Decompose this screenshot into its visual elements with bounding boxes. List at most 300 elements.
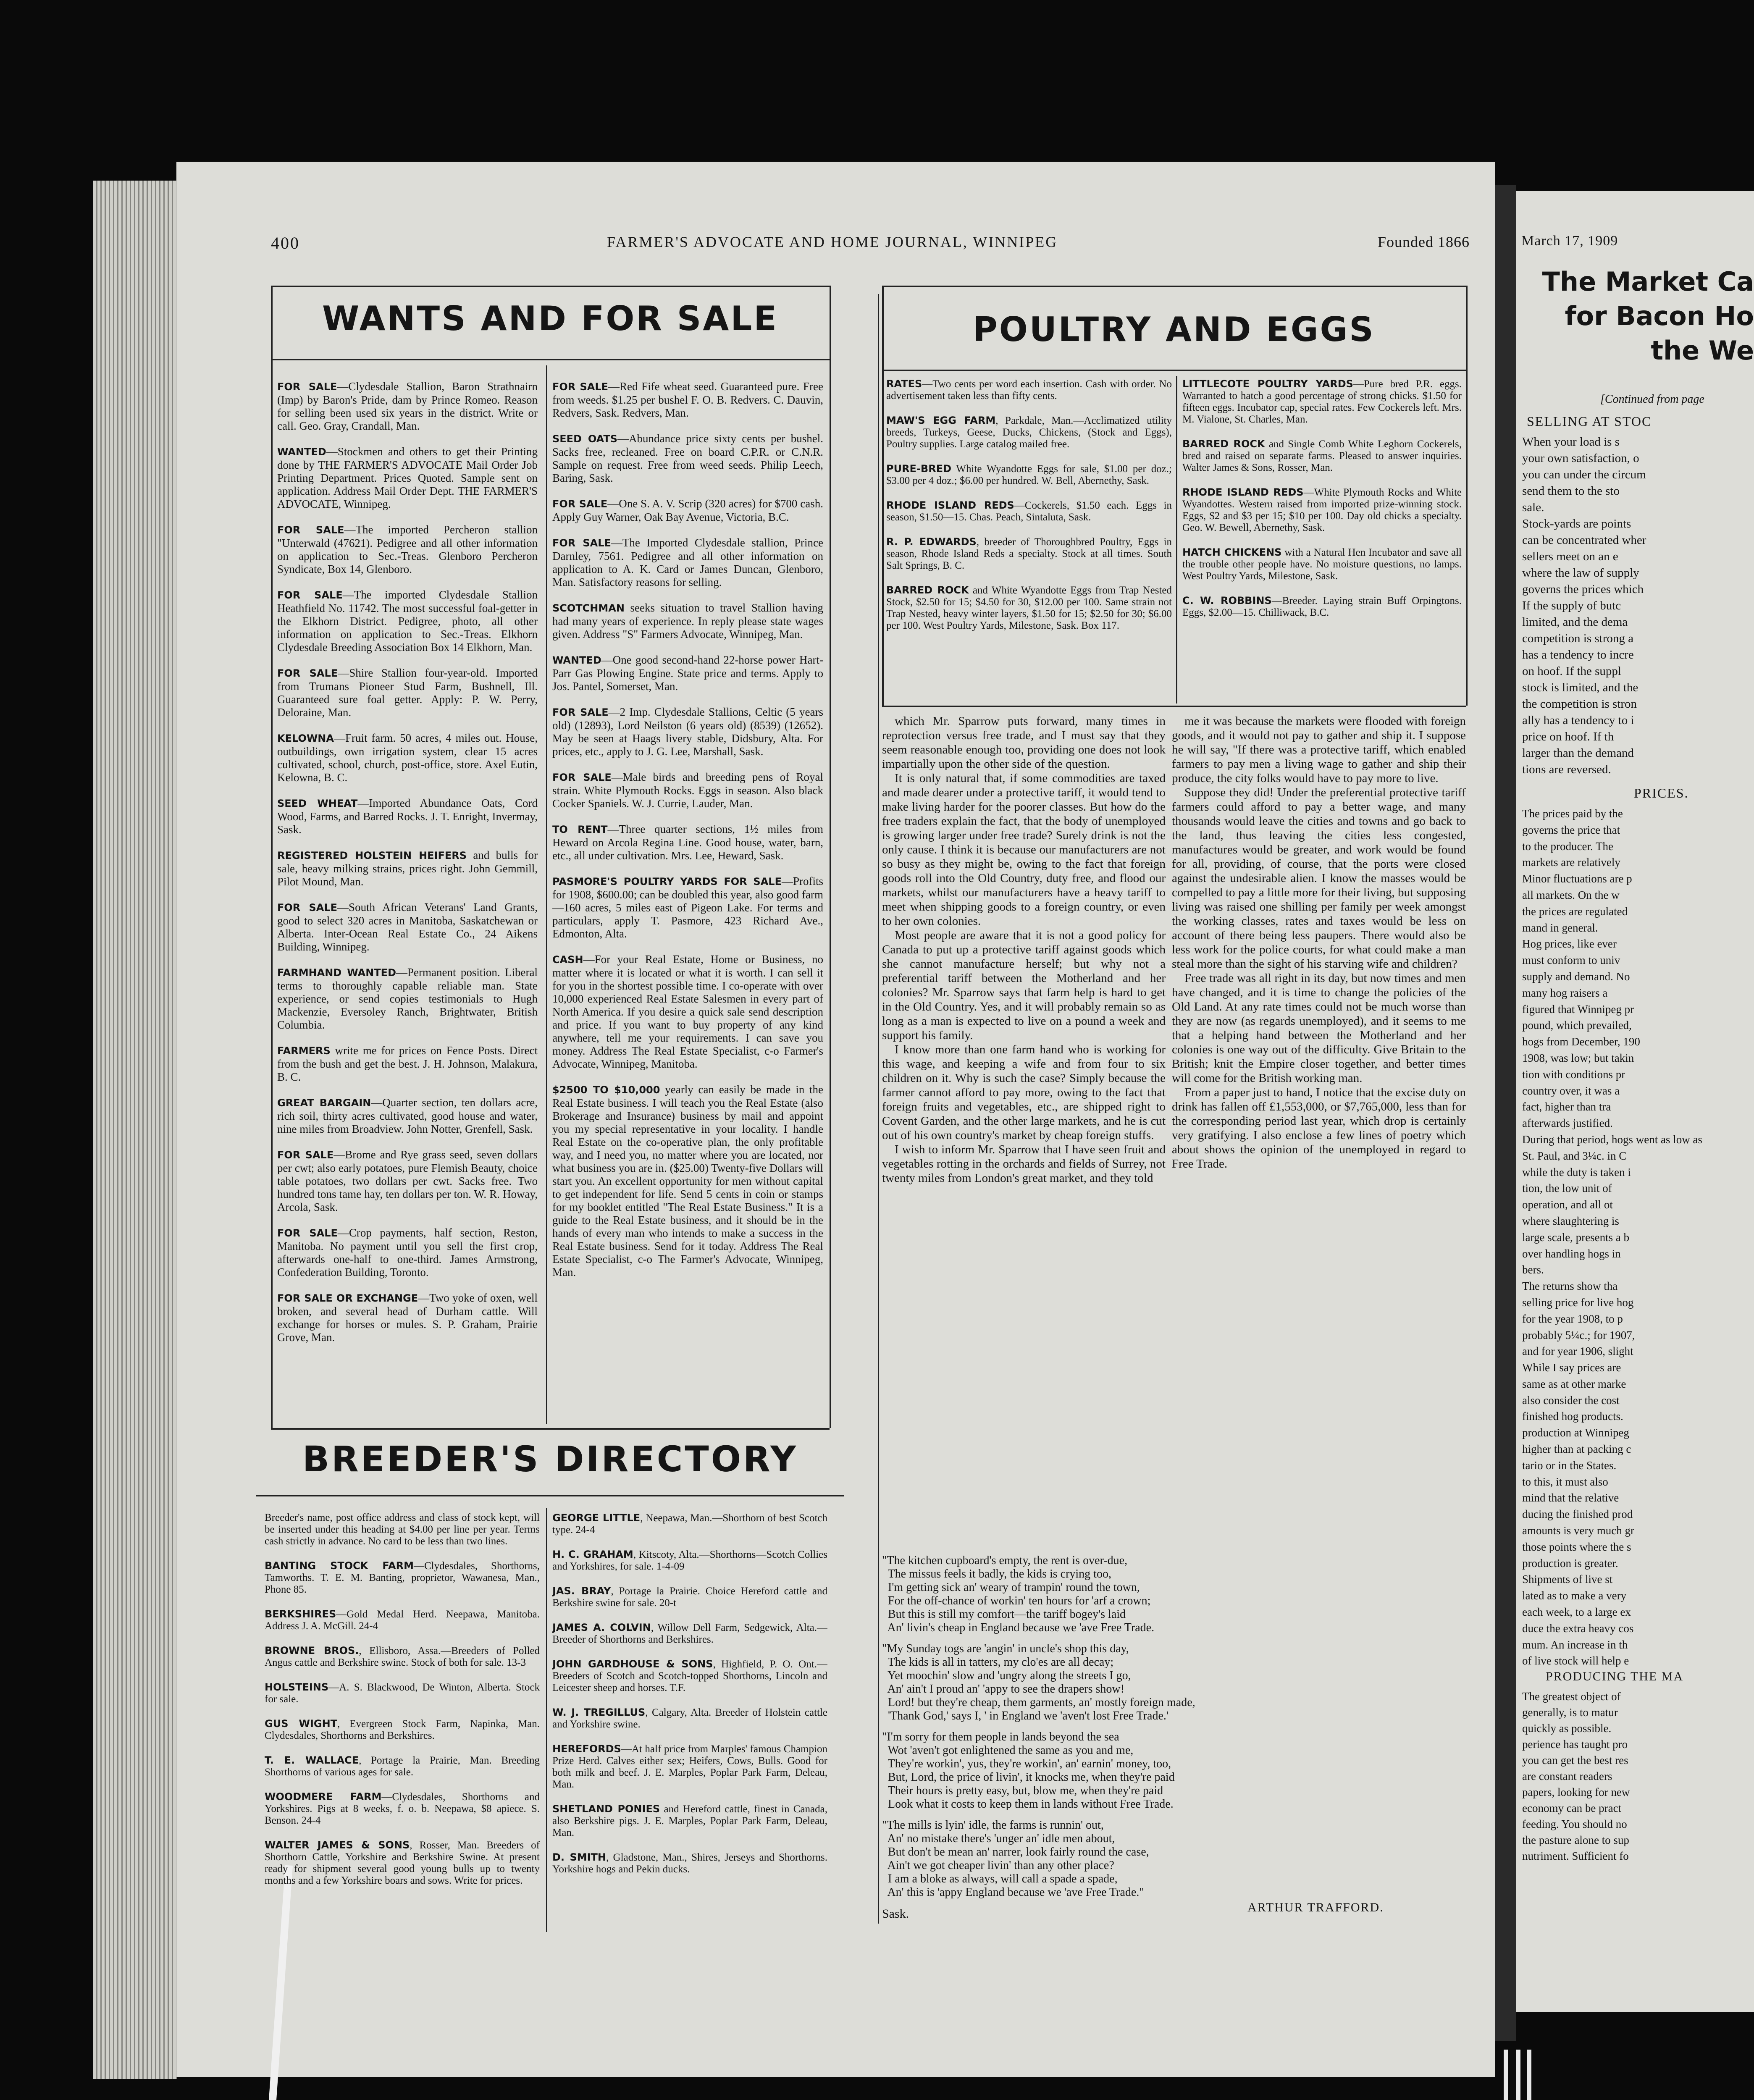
classified-ad: [265, 1839, 540, 1887]
letter-paragraph: Suppose they did! Under the preferential protective tariff farmers could afford to pay a better wage, and many thousands would leave the cities and towns and go back to the land, thus leaving the cities less congested, manufactures would be greater, and work would be found for all, providing, of course, that the ports were closed against the undesirable alien. I know the masses would be compelled to pay a little more for their living, but supposing living was raised one shilling per family per week amongst the working classes, rates and taxes would be less on account of there being less paupers. There would also be less work for the police courts, for what could make a man steal more than the sight of his starving wife and children?: [1172, 786, 1466, 971]
classified-ad: [265, 1608, 540, 1632]
letter-column-2: [1172, 714, 1466, 1550]
text-line: During that period, hogs went as low as: [1522, 1133, 1702, 1146]
classified-ad: [886, 378, 1172, 402]
text-line: production is greater.: [1522, 1557, 1618, 1570]
letter-paragraph: I know more than one farm hand who is working for this wage, and keeping a wife and from four to six children on it. Why is such the case? Simply because the farmer cannot afford to pay more, owing to the fact that foreign fruits and vegetables, etc., are shipped right to Covent Garden, and the other large markets, and he is cut out of his own country's market by cheap foreign stuffs.: [882, 1043, 1166, 1142]
ad-text: , Neepawa, Man.—Shorthorn of best Scotch type. 24-4: [552, 1512, 827, 1536]
ad-title: GEORGE LITTLE: [552, 1512, 641, 1524]
frame-right: [830, 286, 831, 1428]
ad-text: —Permanent position. Liberal terms to thoroughly capable reliable man. State experience, or send copies testimonials to Hugh Mackenzie, Eversoley Ranch, Brightwater, British Columbia.: [277, 966, 538, 1031]
text-line: stock is limited, and the: [1522, 681, 1638, 694]
ad-text: —Pure bred P.R. eggs. Warranted to hatch a good percentage of strong chicks. $1.50 for fifteen eggs. Incubator cap, special rates. Few Cockerels left. Mrs. M. Vialone, St. Charles, Man.: [1182, 378, 1462, 425]
ad-title: WALTER JAMES & SONS: [265, 1839, 410, 1851]
binding-clip: [1527, 2050, 1531, 2100]
classified-ad: [552, 1803, 827, 1839]
text-line: governs the prices which: [1522, 583, 1644, 596]
ad-text: —Cockerels, $1.50 each. Eggs in season, $1.50—15. Chas. Peach, Sintaluta, Sask.: [886, 500, 1172, 523]
wants-heading-rule: [271, 359, 830, 360]
text-line: Hog prices, like ever: [1522, 937, 1617, 950]
ad-title: HEREFORDS: [552, 1743, 621, 1755]
right-column-text-3: [1522, 1688, 1754, 1864]
subheading-selling: SELLING AT STOC: [1527, 414, 1652, 429]
text-line: your own satisfaction, o: [1522, 452, 1639, 465]
text-line: bers.: [1522, 1263, 1544, 1276]
ad-title: WANTED: [277, 446, 326, 458]
ad-title: T. E. WALLACE: [265, 1754, 359, 1766]
ad-title: FOR SALE: [277, 381, 337, 393]
classified-ad: [552, 1083, 823, 1279]
ad-title: PASMORE'S POULTRY YARDS FOR SALE: [552, 876, 782, 887]
text-line: St. Paul, and 3¼c. in C: [1522, 1149, 1627, 1162]
ad-title: KELOWNA: [277, 732, 334, 744]
ad-title: JAMES A. COLVIN: [552, 1622, 651, 1633]
classified-ad: [277, 797, 538, 836]
classified-ad: [886, 536, 1172, 572]
wants-column-2: [552, 380, 823, 1422]
ad-title: RATES: [886, 378, 922, 390]
classified-ad: [1182, 438, 1462, 474]
ad-title: FOR SALE OR EXCHANGE: [277, 1292, 418, 1304]
letter-column-1: [882, 714, 1166, 1550]
wants-heading: WANTS AND FOR SALE: [322, 299, 778, 338]
ad-title: HATCH CHICKENS: [1182, 546, 1282, 558]
classified-ad: [552, 706, 823, 758]
classified-ad: [552, 1851, 827, 1875]
ad-text: write me for prices on Fence Posts. Direct from the bush and get the best. J. H. Johnson, Malakura, B. C.: [277, 1044, 538, 1083]
ad-title: SEED WHEAT: [277, 798, 358, 809]
ad-text: —Crop payments, half section, Reston, Manitoba. No payment until you sell the first crop, afterwards one-half to one-third. James Armstrong, Confederation Building, Toronto.: [277, 1226, 538, 1278]
ad-text: and Single Comb White Leghorn Cockerels, bred and raised on separate farms. Pleased to answer inquiries. Walter James & Sons, Rosser, Man.: [1182, 438, 1462, 473]
classified-ad: [277, 732, 538, 784]
ad-title: FOR SALE: [552, 498, 608, 510]
letter-paragraph: which Mr. Sparrow puts forward, many times in reprotection versus free trade, and I must say that they seem reasonable enough too, providing one does not look impartially upon the other side of the question.: [882, 714, 1166, 771]
top-rule-left: [271, 286, 830, 287]
classified-ad: [265, 1560, 540, 1596]
ad-text: —Breeder. Laying strain Buff Orpingtons. Eggs, $2.00—15. Chilliwack, B.C.: [1182, 595, 1462, 618]
wants-bottom-rule: [271, 1428, 830, 1430]
text-line: higher than at packing c: [1522, 1443, 1631, 1456]
ad-text: with a Natural Hen Incubator and save all the trouble other people have. No moisture questions, no lamps. West Poultry Yards, Milestone, Sask.: [1182, 547, 1462, 582]
classified-ad: [277, 445, 538, 511]
ad-title: FARMERS: [277, 1045, 331, 1057]
text-line: While I say prices are: [1522, 1361, 1621, 1374]
ad-title: BANTING STOCK FARM: [265, 1560, 414, 1572]
ad-title: JAS. BRAY: [552, 1585, 611, 1597]
letter-paragraph: Free trade was all right in its day, but now times and men have changed, and it is time to change the policies of the Old Land. At any rate times could not be much worse than they are now (as regards unemployed), and it seems to me that a helping hand between the Motherland and her colonies is one way out of the difficulty. Give Britain to the British; knit the Empire closer together, and better times will come for the British working man.: [1172, 971, 1466, 1085]
classified-ad: [277, 1292, 538, 1344]
text-line: 1908, was low; but takin: [1522, 1051, 1634, 1064]
ad-title: BROWNE BROS.: [265, 1645, 359, 1656]
top-rule-right: [882, 286, 1466, 287]
binding-clip: [1516, 2050, 1520, 2100]
ad-title: R. P. EDWARDS: [886, 536, 977, 548]
classified-ad: [277, 588, 538, 654]
ad-title: PURE-BRED: [886, 463, 952, 475]
text-line: competition is strong a: [1522, 632, 1633, 645]
ad-title: TO RENT: [552, 824, 608, 835]
ad-text: —At half price from Marples' famous Champion Prize Herd. Calves either sex; Heifers, Cows, Bulls. Good for both milk and beef. J. E. Marples, Poplar Park Farm, Deleau, Man.: [552, 1743, 827, 1790]
text-line: lated as to make a very: [1522, 1589, 1627, 1602]
text-line: mind that the relative: [1522, 1491, 1619, 1504]
ad-text: —2 Imp. Clydesdale Stallions, Celtic (5 years old) (12893), Lord Neilston (6 years old) (8539) (12652). May be seen at Haags livery stable, Didsbury, Alta. For prices, etc., apply to J. G. Lee, Marshall, Sask.: [552, 706, 823, 758]
ad-title: WOODMERE FARM: [265, 1791, 382, 1803]
ad-text: , Portage la Prairie. Choice Hereford cattle and Berkshire swine for sale. 20-t: [552, 1586, 827, 1609]
text-line: fact, higher than tra: [1522, 1100, 1611, 1113]
ad-text: and bulls for sale, heavy milking strains, prices right. John Gemmill, Pilot Mound, Man.: [277, 849, 538, 888]
ad-text: —The imported Percheron stallion "Unterwald (47621). Pedigree and all other information on application to Sec.-Treas. Glenboro Percheron Syndicate, Box 14, Glenboro.: [277, 523, 538, 575]
breeders-column-rule: [546, 1508, 547, 1932]
ad-text: seeks situation to travel Stallion having had many years of experience. In reply please state wages given. Address "S" Farmers Advocate, Winnipeg, Man.: [552, 601, 823, 640]
letter-paragraph: It is only natural that, if some commodities are taxed and made dearer under a protective tariff, it would tend to make living harder for the poorer classes. But how do the free traders explain the fact, that the body of unemployed is growing larger under free trade? Surely drink is not the only cause. I think it is because our manufacturers are not so busy as they might be, owing to the fact that foreign goods roll into the Old Country, duty free, and flood our markets, whilst our manufacturers have a heavy tariff to meet when shipping goods to a foreign country, or even to her own colonies.: [882, 772, 1166, 928]
ad-title: FOR SALE: [277, 589, 343, 601]
ad-title: SHETLAND PONIES: [552, 1803, 660, 1815]
ad-text: , Parkdale, Man.—Acclimatized utility breeds, Turkeys, Geese, Ducks, Chickens, (Stock and Eggs), Poultry supplies. Large catalog mailed free.: [886, 415, 1172, 450]
classified-ad: [1182, 546, 1462, 582]
ad-text: —Fruit farm. 50 acres, 4 miles out. House, outbuildings, own irrigation system, clear 15 acres cultivated, school, church, post-office, store. Axel Eutin, Kelowna, B. C.: [277, 732, 538, 784]
ad-text: , Ellisboro, Assa.—Breeders of Polled Angus cattle and Berkshire swine. Stock of both for sale. 13-3: [265, 1645, 540, 1668]
text-line: while the duty is taken i: [1522, 1166, 1631, 1179]
right-page-date: March 17, 1909: [1521, 233, 1618, 249]
poem: [882, 1554, 1470, 1903]
title-line: the We: [1651, 335, 1754, 366]
ad-text: —For your Real Estate, Home or Business, no matter where it is located or what it is worth. I can sell it for you in the shortest possible time. I co-operate with over 10,000 experienced Real Estate Salesmen in every part of North America. If you desire a quick sale send description and price. If you want to buy property of any kind anywhere, tell me your requirements. I can save you money. Address The Real Estate Specialist, c-o Farmer's Advocate, Winnipeg, Manitoba.: [552, 953, 823, 1070]
classified-ad: [552, 1743, 827, 1790]
classified-ad: [552, 380, 823, 420]
text-line: selling price for live hog: [1522, 1296, 1634, 1309]
ad-title: HOLSTEINS: [265, 1681, 329, 1693]
running-title: FARMER'S ADVOCATE AND HOME JOURNAL, WINNIPEG: [607, 234, 1058, 250]
text-line: and for year 1906, slight: [1522, 1345, 1633, 1358]
title-line: The Market Ca: [1542, 266, 1754, 297]
classified-ad: [277, 380, 538, 433]
text-line: feeding. You should no: [1522, 1818, 1627, 1830]
ad-title: SCOTCHMAN: [552, 602, 625, 614]
classified-ad: [265, 1645, 540, 1669]
text-line: the prices are regulated: [1522, 905, 1628, 918]
ad-title: RHODE ISLAND REDS: [886, 499, 1014, 511]
ad-text: —Clydesdales, Shorthorns and Yorkshires. Pigs at 8 weeks, f. o. b. Neepawa, $8 apiece. S. Benson. 24-4: [265, 1791, 540, 1826]
text-line: perience has taught pro: [1522, 1738, 1628, 1751]
ad-title: FOR SALE: [277, 524, 344, 536]
classified-ad: [277, 1044, 538, 1084]
ad-title: RHODE ISLAND REDS: [1182, 486, 1304, 498]
ad-title: BARRED ROCK: [886, 584, 969, 596]
text-line: ally has a tendency to i: [1522, 714, 1634, 727]
text-line: each week, to a large ex: [1522, 1606, 1631, 1619]
classified-ad: [277, 667, 538, 719]
center-column-rule: [878, 294, 879, 1924]
text-line: figured that Winnipeg pr: [1522, 1003, 1634, 1016]
classified-ad: [886, 415, 1172, 450]
ad-title: GUS WIGHT: [265, 1718, 338, 1730]
ad-title: H. C. GRAHAM: [552, 1549, 633, 1560]
subheading-producing: PRODUCING THE MA: [1546, 1670, 1684, 1683]
classified-ad: [1182, 486, 1462, 534]
classified-ad: [277, 523, 538, 576]
classified-ad: [265, 1681, 540, 1705]
ad-title: FOR SALE: [277, 1227, 338, 1239]
ad-title: C. W. ROBBINS: [1182, 595, 1272, 606]
text-line: larger than the demand: [1522, 746, 1634, 760]
right-column-text-1: [1522, 434, 1754, 778]
ad-text: —Quarter section, ten dollars acre, rich soil, thirty acres cultivated, good house and water, nine miles from Broadview. John Notter, Grenfell, Sask.: [277, 1096, 538, 1135]
poultry-heading-rule: [882, 370, 1466, 371]
poem-stanza: "I'm sorry for them people in lands beyond the sea Wot 'aven't got enlightened the same as you and me, They're workin', yus, they're workin', an' earnin' money, too, But, Lord, the price of livin', it knocks me, when they're paid Their hours is pretty easy, but, blow me, when they're paid Look what it costs to keep them in lands without Free Trade.: [882, 1730, 1175, 1811]
subheading-prices: PRICES.: [1634, 785, 1689, 801]
ad-title: SEED OATS: [552, 433, 617, 445]
text-line: has a tendency to incre: [1522, 648, 1634, 662]
classified-ad: [552, 1512, 827, 1536]
ad-title: CASH: [552, 954, 583, 966]
classified-ad: [552, 1706, 827, 1730]
text-line: all markets. On the w: [1522, 888, 1620, 901]
ad-text: , Evergreen Stock Farm, Napinka, Man. Clydesdales, Shorthorns and Berkshires.: [265, 1718, 540, 1741]
signature-place: Sask.: [882, 1907, 909, 1921]
ad-text: Breeder's name, post office address and class of stock kept, will be inserted under this heading at $4.00 per line per year. Terms cash strictly in advance. No card to be less than two lines.: [265, 1512, 540, 1547]
ad-text: —One good second-hand 22-horse power Hart-Parr Gas Plowing Engine. State price and terms. Apply to Jos. Pantel, Somerset, Man.: [552, 654, 823, 693]
text-line: tions are reversed.: [1522, 763, 1611, 776]
classified-ad: [265, 1512, 540, 1547]
classified-ad: [552, 771, 823, 810]
text-line: The greatest object of: [1522, 1690, 1621, 1703]
text-line: governs the price that: [1522, 823, 1620, 836]
classified-ad: [886, 584, 1172, 632]
poem-stanza: "The mills is lyin' idle, the farms is runnin' out, An' no mistake there's 'unger an' idle men about, But don't be mean an' narrer, look fairly round the case, Ain't we got cheaper livin' than any other place? I am a bloke as always, will call a spade a spade, An' this is 'appy England because we 'ave Free Trade.": [882, 1819, 1149, 1899]
ad-text: —Gold Medal Herd. Neepawa, Manitoba. Address J. A. McGill. 24-4: [265, 1609, 540, 1632]
ad-title: REGISTERED HOLSTEIN HEIFERS: [277, 850, 467, 861]
letter-paragraph: I wish to inform Mr. Sparrow that I have seen fruit and vegetables rotting in the orchards and fields of Surrey, not twenty miles from London's great market, and they told: [882, 1143, 1166, 1185]
ad-text: —Red Fife wheat seed. Guaranteed pure. Free from weeds. $1.25 per bushel F. O. B. Redvers. C. Dauvin, Redvers, Sask. Redvers, Man.: [552, 380, 823, 419]
classified-ad: [552, 823, 823, 862]
breeders-column-1: [265, 1512, 540, 1928]
text-line: where the law of supply: [1522, 566, 1639, 580]
text-line: pound, which prevailed,: [1522, 1019, 1632, 1032]
ad-title: $2500 TO $10,000: [552, 1084, 660, 1096]
text-line: you can get the best res: [1522, 1754, 1628, 1767]
ad-text: —A. S. Blackwood, De Winton, Alberta. Stock for sale.: [265, 1682, 540, 1705]
text-line: the competition is stron: [1522, 697, 1637, 711]
text-line: on hoof. If the suppl: [1522, 664, 1621, 678]
ad-title: MAW'S EGG FARM: [886, 415, 996, 426]
right-column-text-2: [1522, 806, 1754, 1669]
classified-ad: [552, 1585, 827, 1609]
classified-ad: [1182, 595, 1462, 619]
ad-text: —Three quarter sections, 1½ miles from Heward on Arcola Regina Line. Good house, water, barn, etc., all under cultivation. Mrs. Lee, Heward, Sask.: [552, 823, 823, 862]
text-line: mum. An increase in th: [1522, 1638, 1628, 1651]
poem-stanza: "My Sunday togs are 'angin' in uncle's shop this day, The kids is all in tatters, my clo'es are all decay; Yet moochin' slow and 'ungry along the streets I go, An' ain't I proud an' 'appy to see the drapers show! Lord! but they're cheap, them garments, an' mostly foreign made, 'Thank God,' says I, ' in England we 'aven't lost Free Trade.': [882, 1642, 1195, 1722]
ad-text: —One S. A. V. Scrip (320 acres) for $700 cash. Apply Guy Warner, Oak Bay Avenue, Victoria, B.C.: [552, 497, 823, 523]
ad-text: and Hereford cattle, finest in Canada, also Berkshire pigs. J. E. Marples, Poplar Park Farm, Deleau, Man.: [552, 1803, 827, 1838]
ad-text: , Willow Dell Farm, Sedgewick, Alta.—Breeder of Shorthorns and Berkshires.: [552, 1622, 827, 1645]
text-line: country over, it was a: [1522, 1084, 1620, 1097]
text-line: large scale, presents a b: [1522, 1231, 1630, 1244]
text-line: The returns show tha: [1522, 1280, 1618, 1293]
classified-ad: [277, 966, 538, 1032]
ad-text: —Male birds and breeding pens of Royal strain. White Plymouth Rocks. Eggs in season. Also black Cocker Spaniels. W. J. Currie, Lauder, Man.: [552, 771, 823, 810]
classified-ad: [277, 901, 538, 953]
ad-text: —Abundance price sixty cents per bushel. Sacks free, recleaned. Free on board C.P.R. or C.N.R. Sample on request. Free from weed seeds. Philip Leech, Baring, Sask.: [552, 432, 823, 484]
ad-title: FOR SALE: [552, 772, 612, 783]
ad-title: W. J. TREGILLUS: [552, 1706, 646, 1718]
letter-paragraph: From a paper just to hand, I notice that the excise duty on drink has fallen off £1,553,000, or $7,765,000, less than for the corresponding period last year, which drop is certainly very gratifying. I also enclose a few lines of poetry which about shows the opinion of the unemployed in regard to Free Trade.: [1172, 1086, 1466, 1171]
ad-text: —The imported Clydesdale Stallion Heathfield No. 11742. The most successful foal-getter in the Elkhorn District. Pedigree, photo, all other information on application to Sec.-Treas. Elkhorn Clydesdale Breeding Association Box 14 Elkhorn, Man.: [277, 588, 538, 654]
poultry-column-rule: [1176, 376, 1177, 704]
ad-title: FOR SALE: [277, 667, 338, 679]
classified-ad: [552, 536, 823, 589]
classified-ad: [277, 849, 538, 888]
text-line: If the supply of butc: [1522, 599, 1621, 612]
text-line: many hog raisers a: [1522, 986, 1608, 999]
ad-text: , Portage la Prairie, Man. Breeding Shorthorns of various ages for sale.: [265, 1755, 540, 1778]
ad-title: WANTED: [552, 654, 601, 666]
text-line: When your load is s: [1522, 435, 1620, 449]
text-line: The prices paid by the: [1522, 807, 1623, 820]
classified-ad: [552, 1549, 827, 1572]
classified-ad: [552, 601, 823, 641]
classified-ad: [265, 1754, 540, 1778]
text-line: you can under the circum: [1522, 468, 1646, 481]
ad-text: , Kitscoty, Alta.—Shorthorns—Scotch Collies and Yorkshires, for sale. 1-4-09: [552, 1549, 827, 1572]
ad-text: White Wyandotte Eggs for sale, $1.00 per doz.; $3.00 per 4 doz.; $6.00 per hundred. W. Bell, Abernethy, Sask.: [886, 463, 1172, 486]
text-line: operation, and all ot: [1522, 1198, 1613, 1211]
classified-ad: [1182, 378, 1462, 425]
text-line: to the producer. The: [1522, 840, 1613, 853]
poultry-frame-right: [1466, 286, 1468, 706]
ad-title: FOR SALE: [552, 537, 611, 549]
text-line: supply and demand. No: [1522, 970, 1630, 983]
right-page: [1516, 191, 1754, 2012]
ad-title: JOHN GARDHOUSE & SONS: [552, 1658, 713, 1670]
wants-column-1: [277, 380, 538, 1422]
classified-ad: [552, 432, 823, 485]
poultry-bottom-rule: [882, 706, 1466, 707]
ad-text: —Two yoke of oxen, well broken, and several head of Durham cattle. Will exchange for horses or mules. S. P. Graham, Prairie Grove, Man.: [277, 1292, 538, 1344]
classified-ad: [886, 499, 1172, 523]
text-line: duce the extra heavy cos: [1522, 1622, 1634, 1635]
classified-ad: [277, 1226, 538, 1279]
text-line: sale.: [1522, 501, 1544, 514]
text-line: send them to the sto: [1522, 484, 1620, 498]
text-line: tario or in the States.: [1522, 1459, 1617, 1472]
founded-note: Founded 1866: [1378, 234, 1470, 250]
ad-text: and White Wyandotte Eggs from Trap Nested Stock, $2.50 for 15; $4.50 for 30, $12.00 per 100. Same strain not Trap Nested, heavy winter layers, $1.50 for 15; $2.50 for 30; $6.00 per 100. West Poultry Yards, Milestone, Sask. Box 117.: [886, 585, 1172, 631]
text-line: over handling hogs in: [1522, 1247, 1621, 1260]
poultry-heading: POULTRY AND EGGS: [973, 310, 1375, 349]
text-line: limited, and the dema: [1522, 615, 1628, 629]
binding-clip: [1504, 2050, 1508, 2100]
text-line: hogs from December, 190: [1522, 1035, 1640, 1048]
classified-ad: [552, 1622, 827, 1646]
ad-title: FOR SALE: [277, 902, 338, 914]
classified-ad: [552, 953, 823, 1071]
classified-ad: [552, 1658, 827, 1694]
breeders-heading-rule: [256, 1495, 844, 1496]
classified-ad: [265, 1718, 540, 1742]
poem-stanza: "The kitchen cupboard's empty, the rent is over-due, The missus feels it badly, the kids is crying too, I'm getting sick an' weary of trampin' round the town, For the off-chance of workin' ten hours for 'arf a crown; But this is still my comfort—the tariff bogey's laid An' livin's cheap in England because we 'ave Free Trade.: [882, 1554, 1155, 1634]
signature-name: ARTHUR TRAFFORD.: [1247, 1900, 1384, 1914]
title-line: for Bacon Ho: [1565, 301, 1754, 331]
letter-paragraph: Most people are aware that it is not a good policy for Canada to put up a protective tariff against goods which she cannot manufacture herself; but why not a preferential tariff between the Motherland and her colonies? Mr. Sparrow says that farm help is hard to get in the Old Country. Yes, and it will probably remain so as long as a man is expected to live on a pound a week and support his family.: [882, 929, 1166, 1042]
text-line: for the year 1908, to p: [1522, 1312, 1623, 1325]
classified-ad: [277, 1148, 538, 1214]
ad-text: —Brome and Rye grass seed, seven dollars per cwt; also early potatoes, pure Flemish Beauty, choice table potatoes, two dollars per cwt. Sacks free. Two hundred tons tame hay, ten dollars per ton. W. R. Howay, Arcola, Sask.: [277, 1148, 538, 1213]
page-number: 400: [271, 234, 300, 252]
breeders-heading: BREEDER'S DIRECTORY: [302, 1438, 798, 1480]
text-line: ducing the finished prod: [1522, 1508, 1633, 1521]
text-line: must conform to univ: [1522, 954, 1620, 967]
text-line: Shipments of live st: [1522, 1573, 1613, 1586]
text-line: those points where the s: [1522, 1540, 1631, 1553]
text-line: tion, the low unit of: [1522, 1182, 1612, 1195]
classified-ad: [552, 497, 823, 524]
text-line: amounts is very much gr: [1522, 1524, 1634, 1537]
text-line: same as at other marke: [1522, 1377, 1626, 1390]
text-line: markets are relatively: [1522, 856, 1620, 869]
text-line: price on hoof. If th: [1522, 730, 1614, 743]
ad-title: BERKSHIRES: [265, 1608, 336, 1620]
ad-text: —White Plymouth Rocks and White Wyandottes. Western raised from imported prize-winning stock. Eggs, $2 and $3 per 15; $10 per 100. Day old chicks a specialty. Geo. W. Bewell, Abernethy, Sask.: [1182, 487, 1462, 533]
text-line: are constant readers: [1522, 1770, 1612, 1782]
text-line: quickly as possible.: [1522, 1722, 1612, 1735]
ad-text: —Shire Stallion four-year-old. Imported from Trumans Pioneer Stud Farm, Bushnell, Ill. Guaranteed sure foal getter. Apply: P. W. Perry, Deloraine, Man.: [277, 667, 538, 719]
ad-title: FOR SALE: [552, 706, 609, 718]
ad-text: —Clydesdales, Shorthorns, Tamworths. T. E. M. Banting, proprietor, Wawanesa, Man., Phone 85.: [265, 1560, 540, 1595]
text-line: production at Winnipeg: [1522, 1426, 1629, 1439]
classified-ad: [552, 654, 823, 693]
text-line: where slaughtering is: [1522, 1214, 1619, 1227]
text-line: nutriment. Sufficient fo: [1522, 1850, 1629, 1862]
ad-text: yearly can easily be made in the Real Estate business. I will teach you the Real Estate (also Brokerage and Insurance) business by mail and appoint you my special representative in your locality. I handle Real Estate on the co-operative plan, the only profitable way, and I need you, no matter where you are located, nor what business you are in. ($25.00) Twenty-five Dollars will start you. An excellent opportunity for men without capital to get independent for life. Send 5 cents in coin or stamps for my booklet entitled "The Real Estate Business." It is a guide to the Real Estate business, and it should be in the hands of every man who intends to make a success in the Real Estate business. Send for it today. Address The Real Estate Specialist, c-o The Farmer's Advocate, Winnipeg, Man.: [552, 1083, 823, 1278]
ad-text: —Profits for 1908, $600.00; can be doubled this year, also good farm—160 acres, 5 miles east of Pigeon Lake. For terms and particulars, apply T. Pasmore, 423 Richard Ave., Edmonton, Alta.: [552, 875, 823, 940]
text-line: the pasture alone to sup: [1522, 1834, 1629, 1846]
frame-left: [271, 286, 273, 1428]
text-line: tion with conditions pr: [1522, 1068, 1625, 1081]
text-line: Stock-yards are points: [1522, 517, 1631, 530]
classified-ad: [886, 463, 1172, 487]
ad-title: GREAT BARGAIN: [277, 1097, 371, 1109]
ad-text: —Two cents per word each insertion. Cash with order. No advertisement taken less than fifty cents.: [886, 378, 1172, 402]
classified-ad: [265, 1791, 540, 1827]
ad-text: , Rosser, Man. Breeders of Shorthorn Cattle, Yorkshire and Berkshire Swine. At present ready for shipment several good young bulls up to twenty months and a few Yorkshire boars and sows. Write for prices.: [265, 1840, 540, 1886]
ad-title: FARMHAND WANTED: [277, 967, 396, 979]
text-line: also consider the cost: [1522, 1394, 1620, 1407]
ad-text: —Clydesdale Stallion, Baron Strathnairn (Imp) by Baron's Pride, dam by Prince Romeo. Reason for selling been used six years in the district. Write or call. Geo. Gray, Crandall, Man.: [277, 380, 538, 432]
ad-text: —The Imported Clydesdale stallion, Prince Darnley, 7561. Pedigree and all other information on application to A. K. Card or James Duncan, Glenboro, Man. Satisfactory reasons for selling.: [552, 536, 823, 588]
ad-title: LITTLECOTE POULTRY YARDS: [1182, 378, 1353, 390]
ad-text: —Imported Abundance Oats, Cord Wood, Farms, and Barred Rocks. J. T. Enright, Invermay, Sask.: [277, 797, 538, 836]
ad-text: , Gladstone, Man., Shires, Jerseys and Shorthorns. Yorkshire hogs and Pekin ducks.: [552, 1852, 827, 1875]
ad-title: BARRED ROCK: [1182, 438, 1265, 450]
ad-title: D. SMITH: [552, 1851, 606, 1863]
text-line: Minor fluctuations are p: [1522, 872, 1632, 885]
text-line: economy can be pract: [1522, 1802, 1622, 1814]
text-line: of live stock will help e: [1522, 1654, 1629, 1667]
text-line: finished hog products.: [1522, 1410, 1623, 1423]
text-line: can be concentrated wher: [1522, 533, 1646, 547]
wants-column-rule: [546, 365, 547, 1424]
ad-title: FOR SALE: [552, 381, 609, 393]
ad-text: —South African Veterans' Land Grants, good to select 320 acres in Manitoba, Saskatchewan or Alberta. Inter-Ocean Real Estate Co., 24 Aikens Building, Winnipeg.: [277, 901, 538, 953]
continued-note: [Continued from page: [1600, 393, 1704, 406]
text-line: papers, looking for new: [1522, 1786, 1630, 1798]
page-gutter: [1495, 185, 1516, 2041]
ad-text: —Stockmen and others to get their Printing done by THE FARMER'S ADVOCATE Mail Order Job Printing Department. Prices Quoted. Sample sent on application. Address Mail Order Dept. THE FARMER'S ADVOCATE, Winnipeg.: [277, 445, 538, 510]
ad-text: , Highfield, P. O. Ont.—Breeders of Scotch and Scotch-topped Shorthorns, Lincoln and Leicester sheep and horses. T.F.: [552, 1659, 827, 1693]
text-line: mand in general.: [1522, 921, 1598, 934]
ad-text: , breeder of Thoroughbred Poultry, Eggs in season, Rhode Island Reds a specialty. Stock at all times. South Salt Springs, B. C.: [886, 536, 1172, 571]
text-line: generally, is to matur: [1522, 1706, 1618, 1719]
